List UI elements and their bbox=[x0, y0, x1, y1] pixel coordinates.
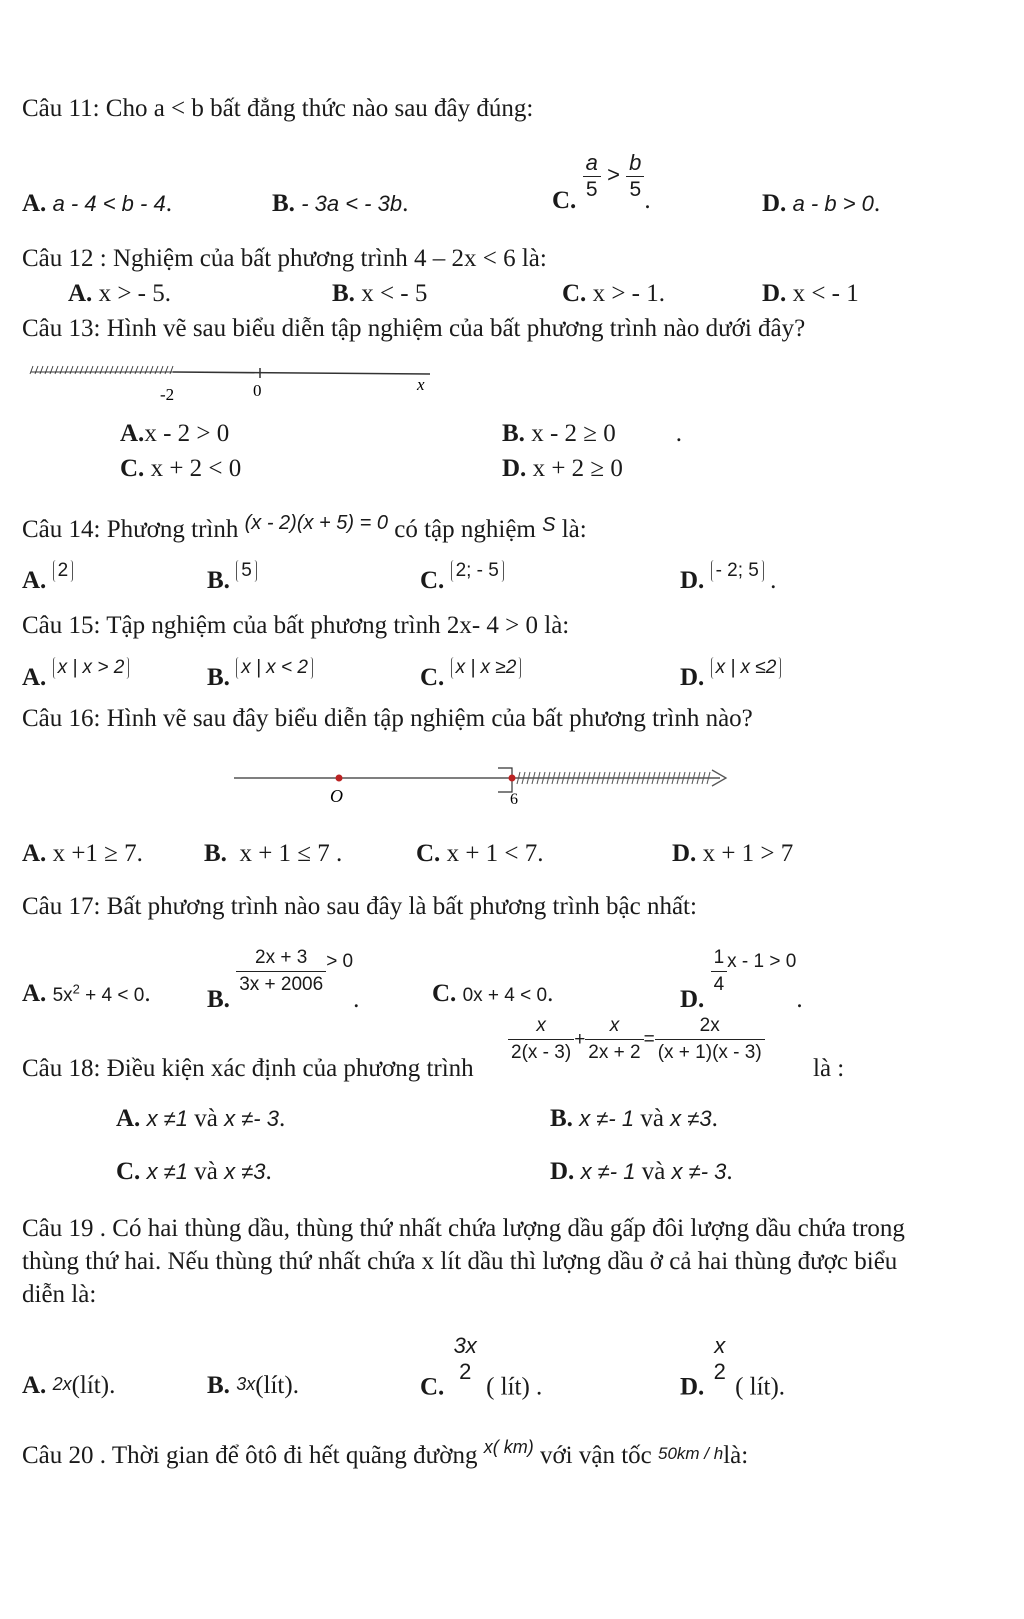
q19-line3: diễn là: bbox=[22, 1281, 97, 1308]
q17-b-frac: $\frac{2x + 3}{3x + 2006}$ bbox=[236, 945, 326, 998]
q16-number-line bbox=[230, 762, 750, 812]
q12-option-c[interactable]: C. x > - 1. bbox=[562, 280, 665, 307]
q15-option-a[interactable]: A. x | x > 2 bbox=[22, 652, 129, 692]
q19-option-c[interactable]: C. 3x 2 ( lít) . bbox=[420, 1333, 543, 1401]
q16-option-d[interactable]: D. x + 1 > 7 bbox=[672, 840, 794, 867]
q14-option-d[interactable]: D. - 2; 5 . bbox=[680, 560, 777, 594]
q17-d-frac: $\frac{1}{4}$ bbox=[711, 945, 728, 998]
q13-option-b[interactable]: B. x - 2 ≥ 0 . bbox=[502, 420, 682, 447]
q17-stem: Câu 17: Bất phương trình nào sau đây là bất phương trình bậc nhất: bbox=[22, 893, 697, 920]
q20-speed: 50km / h bbox=[658, 1444, 724, 1463]
q17-option-d[interactable]: D. $\frac{1}{4}$ $^{x - 1 > 0}$. bbox=[680, 947, 803, 1014]
q17-option-c[interactable]: C. 0x + 4 < 0. bbox=[432, 980, 554, 1007]
q19-option-b[interactable]: B. 3x(lít). bbox=[207, 1372, 299, 1399]
q11-b-expr: - 3a < - 3b bbox=[301, 191, 403, 216]
q11-option-b[interactable]: B. - 3a < - 3b. bbox=[272, 190, 409, 217]
q18-option-a[interactable]: A. x ≠1 và x ≠- 3. bbox=[116, 1105, 286, 1132]
q13-option-d[interactable]: D. x + 2 ≥ 0 bbox=[502, 455, 623, 482]
q14-option-b[interactable]: B. 5 bbox=[207, 555, 257, 595]
q12-stem: Câu 12 : Nghiệm của bất phương trình 4 – 2x < 6 là: bbox=[22, 245, 547, 272]
q14-option-a[interactable]: A. 2 bbox=[22, 555, 73, 595]
q11-option-c[interactable]: C. $\frac{a}{5}$ > $\frac{b}{5}$ . bbox=[552, 150, 651, 215]
q11-d-expr: a - b > 0 bbox=[792, 191, 874, 216]
q16-option-a[interactable]: A. x +1 ≥ 7. bbox=[22, 840, 143, 867]
q14-option-c[interactable]: C. 2; - 5 bbox=[420, 555, 504, 595]
q13-option-a[interactable]: A.x - 2 > 0 bbox=[120, 420, 230, 447]
q13-stem: Câu 13: Hình vẽ sau biểu diễn tập nghiệm của bất phương trình nào dưới đây? bbox=[22, 315, 806, 342]
q11-stem: Câu 11: Cho a < b bất đẳng thức nào sau đây đúng: bbox=[22, 95, 534, 122]
q15-option-b[interactable]: B. x | x < 2 bbox=[207, 652, 313, 692]
q18-equation: $\frac{x}{2(x - 3)}$ + $\frac{x}{2x + 2}$ = $\frac{2x}{(x + 1)(x - 3)}$ bbox=[508, 1013, 765, 1066]
q18-option-d[interactable]: D. x ≠- 1 và x ≠- 3. bbox=[550, 1158, 733, 1185]
q11-c-frac-a: $\frac{a}{5}$ bbox=[583, 150, 601, 203]
q16-origin: O bbox=[330, 786, 343, 806]
q15-option-d[interactable]: D. x | x ≤2 bbox=[680, 652, 781, 692]
q11-option-d[interactable]: D. a - b > 0. bbox=[762, 190, 881, 217]
q20-distance: x( km) bbox=[483, 1437, 534, 1457]
q18-option-c[interactable]: C. x ≠1 và x ≠3. bbox=[116, 1158, 272, 1185]
q17-option-b[interactable]: B. $\frac{2x + 3}{3x + 2006}$ $^{> 0}$. bbox=[207, 947, 360, 1014]
q16-option-b[interactable]: B. x + 1 ≤ 7 . bbox=[204, 840, 343, 867]
q16-stem: Câu 16: Hình vẽ sau đây biểu diễn tập nghiệm của bất phương trình nào? bbox=[22, 705, 753, 732]
q14-stem: Câu 14: Phương trình $^{(x - 2)(x + 5) = 0}$ có tập nghiệm $^S$ là: bbox=[22, 512, 587, 543]
q20-stem: Câu 20 . Thời gian để ôtô đi hết quãng đường $^{x( km)}$ với vận tốc 50km / hlà: bbox=[22, 1437, 749, 1469]
q19-line2: thùng thứ hai. Nếu thùng thứ nhất chứa x lít dầu thì lượng dầu ở cả hai thùng được biểu bbox=[22, 1248, 898, 1275]
q11-c-frac-b: $\frac{b}{5}$ bbox=[626, 150, 644, 203]
q18-stem-post: là : bbox=[813, 1055, 845, 1082]
q15-stem: Câu 15: Tập nghiệm của bất phương trình 2x- 4 > 0 là: bbox=[22, 612, 570, 639]
q13-tick-a: -2 bbox=[160, 385, 175, 404]
q15-option-c[interactable]: C. x | x ≥2 bbox=[420, 652, 521, 692]
q12-option-b[interactable]: B. x < - 5 bbox=[332, 280, 428, 307]
q11-option-a[interactable]: A. a - 4 < b - 4. bbox=[22, 190, 172, 217]
q18-option-b[interactable]: B. x ≠- 1 và x ≠3. bbox=[550, 1105, 718, 1132]
q16-point: 6 bbox=[510, 791, 518, 808]
q18-stem: Câu 18: Điều kiện xác định của phương trình bbox=[22, 1055, 474, 1082]
q13-option-c[interactable]: C. x + 2 < 0 bbox=[120, 455, 242, 482]
q14-equation: (x - 2)(x + 5) = 0 bbox=[244, 512, 388, 534]
q13-axis-var: x bbox=[417, 375, 425, 394]
q17-option-a[interactable]: A. $5x^2 + 4 < 0$. bbox=[22, 980, 151, 1007]
q13-tick-b: 0 bbox=[253, 381, 262, 400]
q11-a-expr: a - 4 < b - 4 bbox=[52, 191, 166, 216]
q19-option-d[interactable]: D. x 2 ( lít). bbox=[680, 1333, 786, 1401]
q16-option-c[interactable]: C. x + 1 < 7. bbox=[416, 840, 544, 867]
q13-number-line bbox=[25, 358, 445, 408]
q12-option-d[interactable]: D. x < - 1 bbox=[762, 280, 859, 307]
q12-option-a[interactable]: A. x > - 5. bbox=[68, 280, 171, 307]
q19-option-a[interactable]: A. 2x(lít). bbox=[22, 1372, 116, 1399]
q19-line1: Câu 19 . Có hai thùng dầu, thùng thứ nhất chứa lượng dầu gấp đôi lượng dầu chứa trong bbox=[22, 1215, 905, 1242]
